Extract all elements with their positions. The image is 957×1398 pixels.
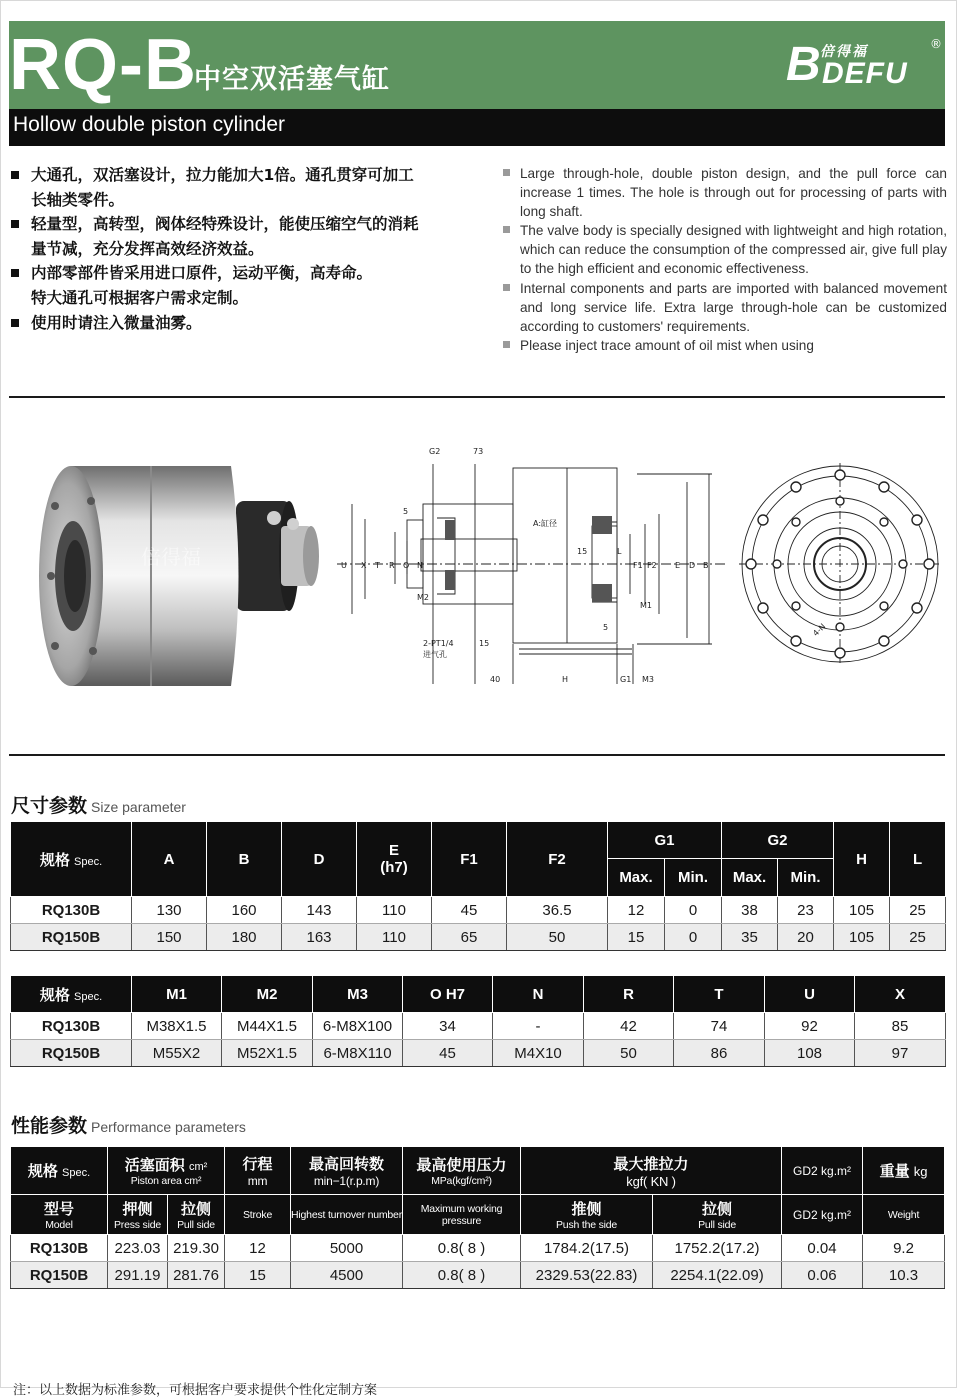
table-row: RQ150B M55X2 M52X1.5 6-M8X110 45 M4X10 50 86 108 97 [11, 1040, 946, 1067]
table-row: RQ150B 150 180 163 110 65 50 15 0 35 20 105 25 [11, 924, 946, 951]
pressure-header: 最高使用压力 MPa(kgf/cm²) [403, 1147, 521, 1195]
pressure-en-header: Maximum working pressure [403, 1195, 521, 1235]
feature-cn-item: 轻量型，高转型，阀体经特殊设计，能使压缩空气的消耗 量节减，充分发挥高效经济效益。 [11, 212, 481, 261]
dim-label: D [689, 561, 696, 570]
registered-mark: ® [930, 37, 942, 51]
dim-label: E [675, 561, 681, 570]
spec-header: 规格 Spec. [11, 976, 132, 1013]
dim-label: M2 [417, 593, 429, 602]
weight-header: 重量 kg [863, 1147, 945, 1195]
col-header: H [834, 822, 890, 897]
spec-header: 规格 Spec. [11, 1147, 108, 1195]
col-header: O H7 [403, 976, 493, 1013]
dim-label: 15 [577, 547, 588, 556]
feature-cn-item: 内部零部件皆采用进口原件，运动平衡，高寿命。 特大通孔可根据客户需求定制。 [11, 261, 481, 310]
bullet-square-icon [11, 220, 19, 228]
features-en [501, 164, 947, 355]
dim-label: O [403, 561, 410, 570]
bullet-square-icon [503, 284, 510, 291]
dim-label: G2 [429, 447, 441, 456]
model-header: 型号 Model [11, 1195, 108, 1235]
dim-label: 15 [479, 639, 490, 648]
col-header: R [584, 976, 674, 1013]
model-code: RQ-B [9, 25, 197, 105]
dim-label: H [562, 675, 569, 684]
col-header: B [207, 822, 282, 897]
col-header: D [282, 822, 357, 897]
divider [9, 396, 945, 398]
product-title-en: Hollow double piston cylinder [13, 113, 285, 136]
brand-logo [786, 39, 946, 93]
dim-label: T [375, 561, 380, 570]
dim-label: F2 [647, 561, 657, 570]
dim-label: N [417, 561, 423, 570]
col-header: E (h7) [357, 822, 432, 897]
col-header: A [132, 822, 207, 897]
force-header: 最大推拉力 kgf( KN ) [521, 1147, 782, 1195]
speed-header: 最高回转数 min−1(r.p.m) [291, 1147, 403, 1195]
table-row: RQ130B 130 160 143 110 45 36.5 12 0 38 23 105 25 [11, 897, 946, 924]
sub-header: Max. [608, 859, 665, 897]
feature-cn-item: 大通孔，双活塞设计，拉力能加大1倍。通孔贯穿可加工 长轴类零件。 [11, 163, 481, 212]
dim-label: 5 [603, 623, 609, 632]
bullet-square-icon [503, 341, 510, 348]
dim-label: G1 [620, 675, 632, 684]
dim-label: A:缸径 [533, 519, 558, 528]
logo-en: DEFU [822, 57, 908, 90]
side-section-drawing [337, 444, 727, 689]
col-header: M3 [313, 976, 403, 1013]
product-title-cn: 中空双活塞气缸 [194, 64, 390, 95]
piston-area-header: 活塞面积 cm² Piston area cm² [108, 1147, 225, 1195]
col-header: G1 [608, 822, 722, 859]
size-table-2 [10, 975, 946, 1067]
col-header: M2 [222, 976, 313, 1013]
dim-label: 2-PT1/4 [423, 639, 454, 648]
table-row: RQ130B M38X1.5 M44X1.5 6-M8X100 34 - 42 74 92 85 [11, 1013, 946, 1040]
dim-label: X [361, 561, 367, 570]
dim-label: 73 [473, 447, 484, 456]
table-row: RQ150B 291.19 281.76 15 4500 0.8( 8 ) 2329.53(22.83) 2254.1(22.09) 0.06 10.3 [11, 1262, 945, 1289]
dim-label: R [389, 561, 395, 570]
feature-en-item: Please inject trace amount of oil mist when using [501, 336, 947, 355]
logo-initial: B [786, 38, 821, 91]
front-face-drawing [739, 463, 941, 665]
col-header: T [674, 976, 765, 1013]
sub-header: Max. [722, 859, 778, 897]
speed-en-header: Highest turnover number [291, 1195, 403, 1235]
feature-en-item: Large through-hole, double piston design, and the pull force can increase 1 times. The hole is through out for processing of parts with long shaft. [501, 164, 947, 221]
gd2-sub-header: GD2 kg.m² [782, 1195, 863, 1235]
col-header: N [493, 976, 584, 1013]
divider [9, 754, 945, 756]
dim-label: M3 [642, 675, 654, 684]
col-header: L [890, 822, 946, 897]
footnote: 注：以上数据为标准参数，可根据客户要求提供个性化定制方案 [13, 1383, 378, 1398]
weight-en-header: Weight [863, 1195, 945, 1235]
dim-label: 4-N [811, 621, 828, 639]
col-header: F1 [432, 822, 507, 897]
pull-force-header: 拉侧 Pull side [653, 1195, 782, 1235]
dim-label: M1 [640, 601, 652, 610]
dim-label: L [617, 547, 622, 556]
performance-table [10, 1146, 945, 1289]
col-header: F2 [507, 822, 608, 897]
pull-side-header: 拉侧 Pull side [168, 1195, 225, 1235]
size-table-1 [10, 821, 946, 951]
photo-watermark: 倍得福 [141, 545, 201, 569]
sub-header: Min. [665, 859, 722, 897]
features-cn [11, 163, 481, 335]
push-force-header: 推侧 Push the side [521, 1195, 653, 1235]
col-header: U [765, 976, 855, 1013]
table-row: RQ130B 223.03 219.30 12 5000 0.8( 8 ) 1784.2(17.5) 1752.2(17.2) 0.04 9.2 [11, 1235, 945, 1262]
bullet-square-icon [11, 319, 19, 327]
press-side-header: 押侧 Press side [108, 1195, 168, 1235]
dim-label: 40 [490, 675, 501, 684]
stroke-header: 行程 mm [225, 1147, 291, 1195]
dim-label: U [341, 561, 347, 570]
dim-label: F1 [633, 561, 643, 570]
bullet-square-icon [503, 226, 510, 233]
dim-label: 进气孔 [423, 650, 447, 659]
col-header: X [855, 976, 946, 1013]
performance-section-title: 性能参数 Performance parameters [11, 1115, 246, 1137]
col-header: M1 [132, 976, 222, 1013]
dim-label: 5 [403, 507, 409, 516]
feature-en-item: Internal components and parts are imported with balanced movement and long service life. Extra large through-hole can be customized according to customers' requirements. [501, 279, 947, 336]
bullet-square-icon [11, 171, 19, 179]
bullet-square-icon [503, 169, 510, 176]
spec-header: 规格 Spec. [11, 822, 132, 897]
logo-cn: 倍得福 [820, 44, 868, 60]
feature-cn-item: 使用时请注入微量油雾。 [11, 311, 481, 336]
col-header: G2 [722, 822, 834, 859]
product-photo [31, 456, 331, 696]
stroke-en-header: Stroke [225, 1195, 291, 1235]
dim-label: B [703, 561, 709, 570]
size-section-title: 尺寸参数 Size parameter [11, 795, 186, 817]
feature-en-item: The valve body is specially designed with lightweight and high rotation, which can reduce the consumption of the compressed air, give full play to the high efficient and economic effectiveness. [501, 221, 947, 278]
gd2-header: GD2 kg.m² [782, 1147, 863, 1195]
bullet-square-icon [11, 269, 19, 277]
sub-header: Min. [778, 859, 834, 897]
